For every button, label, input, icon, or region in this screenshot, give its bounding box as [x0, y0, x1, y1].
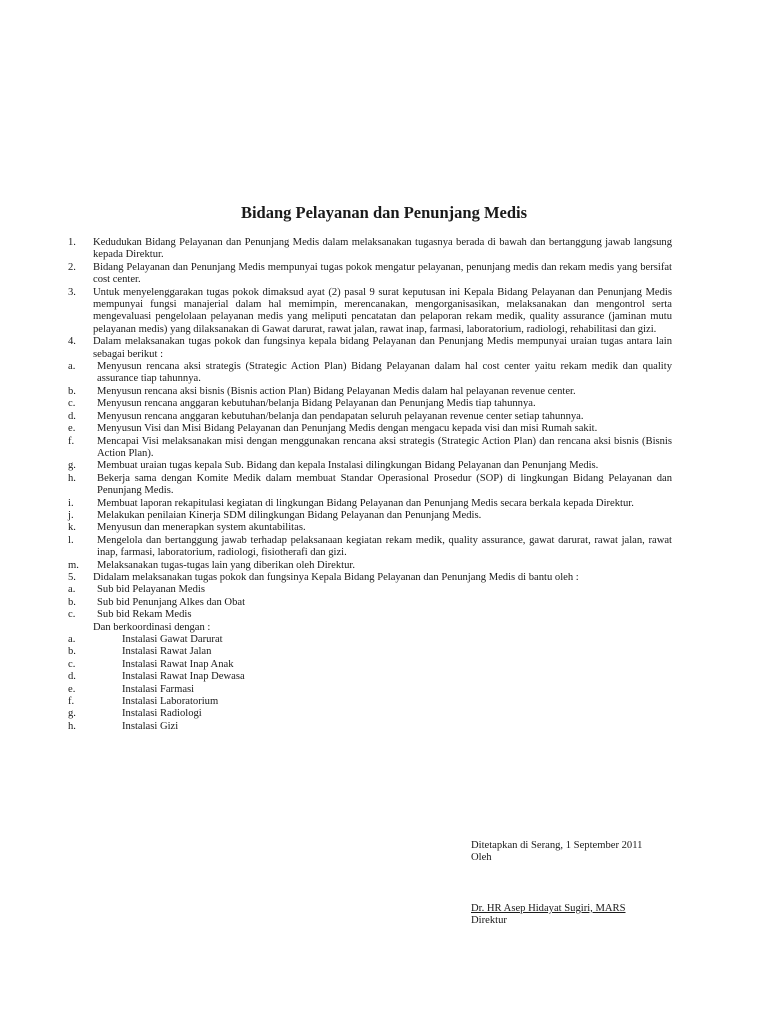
task-text: Mengelola dan bertanggung jawab terhadap pelaksanaan kegiatan rekam medik, quality assurance, gawat darurat, rawat jalan, rawat inap, farmasi, laboratorium, radiologi, fisiotherafi dan gizi.: [97, 534, 672, 559]
subbid-item: [68, 584, 672, 596]
task-item: [68, 560, 672, 572]
instalasi-text: Instalasi Rawat Inap Anak: [122, 658, 234, 670]
task-list: [68, 361, 672, 572]
instalasi-letter: h.: [68, 720, 76, 732]
instalasi-item: [68, 634, 672, 646]
task-text: Mencapai Visi melaksanakan misi dengan menggunakan rencana aksi strategis (Strategic Action Plan) dan rencana aksi bisnis (Bisnis Action Plan).: [97, 435, 672, 459]
item-number: 2.: [68, 261, 76, 273]
task-text: Menyusun dan menerapkan system akuntabilitas.: [97, 522, 306, 534]
instalasi-text: Instalasi Laboratorium: [122, 696, 219, 708]
task-item: [68, 535, 672, 560]
signatory-role: Direktur: [471, 915, 507, 927]
instalasi-text: Instalasi Rawat Jalan: [122, 646, 212, 658]
instalasi-letter: d.: [68, 671, 76, 683]
task-item: [68, 510, 672, 522]
task-item: [68, 423, 672, 435]
instalasi-item: [68, 721, 672, 733]
instalasi-text: Instalasi Gizi: [122, 720, 179, 732]
instalasi-letter: g.: [68, 708, 76, 720]
task-item: [68, 473, 672, 498]
subbid-item: [68, 609, 672, 621]
subbid-letter: a.: [68, 584, 76, 596]
place-date: Ditetapkan di Serang, 1 September 2011: [471, 840, 643, 851]
item-number: 5.: [68, 571, 76, 583]
instalasi-letter: c.: [68, 658, 76, 670]
task-text: Membuat laporan rekapitulasi kegiatan di lingkungan Bidang Pelayanan dan Penunjang Medis secara berkala kepada Direktur.: [97, 497, 634, 509]
task-letter: c.: [68, 398, 76, 410]
item-number: 4.: [68, 336, 76, 348]
task-text: Menyusun Visi dan Misi Bidang Pelayanan dan Penunjang Medis dengan mengacu kepada visi dan misi Rumah sakit.: [97, 423, 598, 435]
instalasi-list: [68, 634, 672, 733]
instalasi-text: Instalasi Gawat Darurat: [122, 634, 223, 645]
list-item: [68, 287, 672, 337]
subbid-list: [68, 584, 672, 621]
task-letter: j.: [68, 509, 74, 521]
coordination-label: Dan berkoordinasi dengan :: [93, 621, 211, 633]
task-item: [68, 411, 672, 423]
item-text: Dalam melaksanakan tugas pokok dan fungsinya kepala bidang Pelayanan dan Penunjang Medis mempunyai uraian tugas antara lain sebagai berikut :: [93, 336, 672, 360]
instalasi-letter: e.: [68, 683, 76, 695]
document-body: [68, 237, 672, 733]
task-item: [68, 398, 672, 410]
task-item: [68, 522, 672, 534]
task-text: Bekerja sama dengan Komite Medik dalam membuat Standar Operasional Prosedur (SOP) di lingkungan Bidang Pelayanan dan Penunjang Medis.: [97, 472, 672, 497]
task-letter: b.: [68, 385, 76, 397]
item-text: Bidang Pelayanan dan Penunjang Medis mempunyai tugas pokok mengatur pelayanan, penunjang medis dan rekam medis yang bersifat cost center.: [93, 261, 672, 286]
subbid-letter: c.: [68, 609, 76, 621]
instalasi-text: Instalasi Farmasi: [122, 683, 195, 695]
item-text: Untuk menyelenggarakan tugas pokok dimaksud ayat (2) pasal 9 surat keputusan ini Kepala Bidang Pelayanan dan Penunjang Medis mempunyai fungsi manajerial dalam hal memimpin, merencanakan, mengorganisasikan, melaksanakan dan mengontrol serta mengevaluasi pengelolaan pelayanan medis yang meliputi pencatatan dan pelaporan rekam medik, quality assurance (jaminan mutu pelayanan medis) yang dilaksanakan di Gawat darurat, rawat jalan, rawat inap, farmasi, laboratorium, radiologi, rehabilitasi dan gizi.: [93, 286, 672, 335]
subbid-item: [68, 597, 672, 609]
instalasi-item: [68, 708, 672, 720]
task-letter: h.: [68, 472, 76, 484]
task-letter: g.: [68, 460, 76, 472]
list-item: [68, 336, 672, 361]
subbid-text: Sub bid Penunjang Alkes dan Obat: [97, 596, 246, 608]
instalasi-letter: b.: [68, 646, 76, 658]
task-letter: d.: [68, 410, 76, 422]
item-text: Kedudukan Bidang Pelayanan dan Penunjang Medis dalam melaksanakan tugasnya berada di bawah dan bertanggung jawab langsung kepada Direktur.: [93, 237, 672, 261]
task-text: Menyusun rencana aksi bisnis (Bisnis action Plan) Bidang Pelayanan Medis dalam hal pelayanan revenue center.: [97, 385, 576, 397]
task-letter: l.: [68, 534, 74, 546]
instalasi-text: Instalasi Radiologi: [122, 708, 202, 720]
task-item: [68, 498, 672, 510]
task-item: [68, 436, 672, 461]
list-item: [68, 262, 672, 287]
task-letter: m.: [68, 559, 79, 571]
instalasi-letter: a.: [68, 634, 76, 645]
list-item: [68, 572, 672, 584]
task-text: Menyusun rencana anggaran kebutuhan/belanja Bidang Pelayanan dan Penunjang Medis tiap tahunnya.: [97, 398, 536, 410]
item-number: 1.: [68, 237, 76, 248]
task-text: Melaksanakan tugas-tugas lain yang diberikan oleh Direktur.: [97, 559, 355, 571]
task-letter: f.: [68, 435, 75, 447]
task-text: Membuat uraian tugas kepala Sub. Bidang dan kepala Instalasi dilingkungan Bidang Pelayanan dan Penunjang Medis.: [97, 460, 599, 472]
instalasi-text: Instalasi Rawat Inap Dewasa: [122, 671, 245, 683]
instalasi-letter: f.: [68, 696, 75, 708]
page-title: Bidang Pelayanan dan Penunjang Medis: [240, 203, 528, 222]
subbid-letter: b.: [68, 596, 76, 608]
signature-block: [471, 840, 701, 928]
task-item: [68, 361, 672, 386]
task-text: Menyusun rencana anggaran kebutuhan/belanja dan pendapatan seluruh pelayanan revenue center setiap tahunnya.: [97, 410, 584, 422]
instalasi-item: [68, 684, 672, 696]
instalasi-item: [68, 671, 672, 683]
task-letter: i.: [68, 497, 74, 509]
task-letter: e.: [68, 423, 76, 435]
instalasi-item: [68, 659, 672, 671]
item-text: Didalam melaksanakan tugas pokok dan fungsinya Kepala Bidang Pelayanan dan Penunjang Medis di bantu oleh :: [93, 571, 579, 583]
list-item: [68, 237, 672, 262]
item-number: 3.: [68, 286, 76, 298]
task-letter: a.: [68, 361, 76, 373]
task-letter: k.: [68, 522, 76, 534]
instalasi-item: [68, 696, 672, 708]
task-item: [68, 386, 672, 398]
task-text: Menyusun rencana aksi strategis (Strategic Action Plan) Bidang Pelayanan dalam hal cost center yaitu rekam medik dan quality assurance tiap tahunnya.: [97, 361, 672, 385]
subbid-text: Sub bid Rekam Medis: [97, 609, 192, 621]
task-item: [68, 460, 672, 472]
signed-by-label: Oleh: [471, 852, 492, 864]
instalasi-item: [68, 646, 672, 658]
subbid-text: Sub bid Pelayanan Medis: [97, 584, 205, 596]
task-text: Melakukan penilaian Kinerja SDM dilingkungan Bidang Pelayanan dan Penunjang Medis.: [97, 509, 482, 521]
signatory-name: Dr. HR Asep Hidayat Sugiri, MARS: [471, 902, 626, 914]
